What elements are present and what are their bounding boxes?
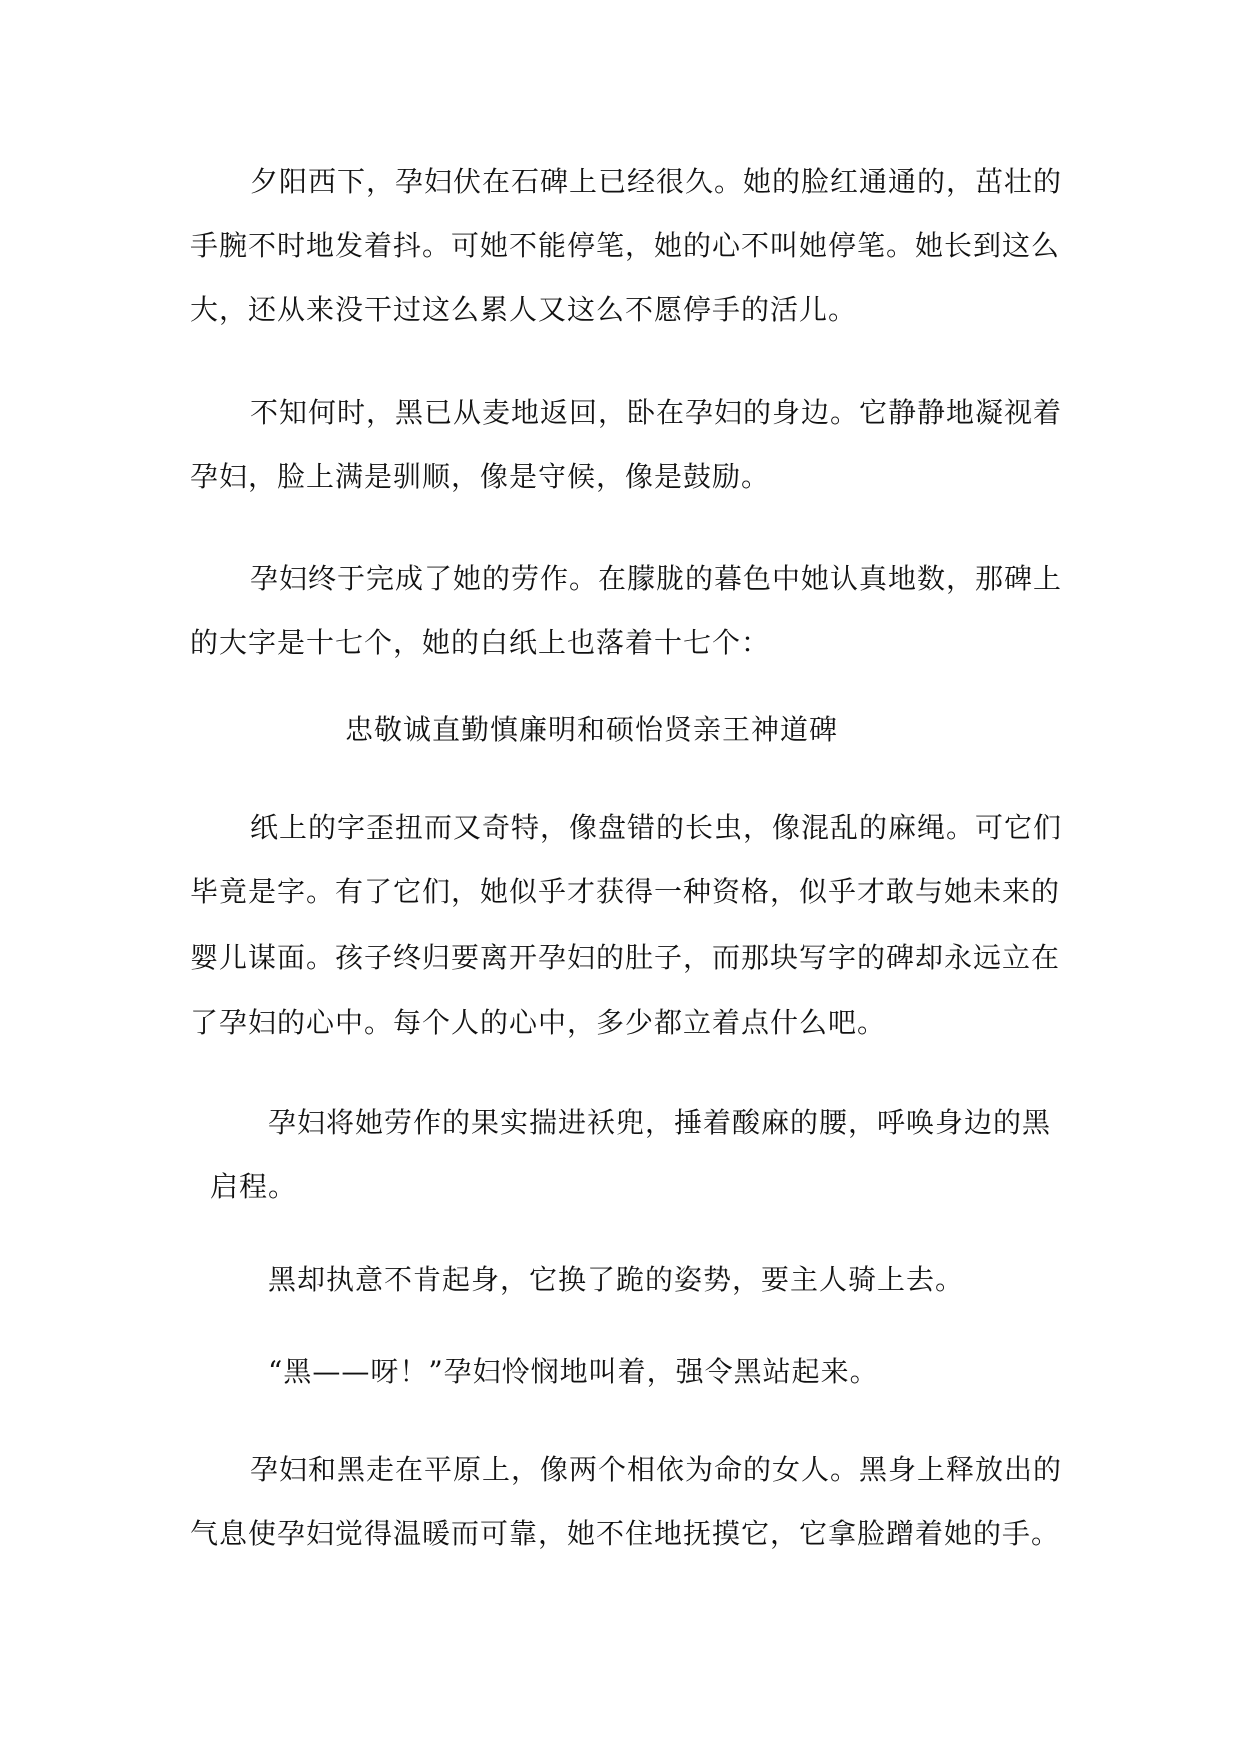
paragraph-4-line-4: 了孕妇的心中。每个人的心中，多少都立着点什么吧。 xyxy=(190,1006,887,1039)
paragraph-5-line-1: 孕妇将她劳作的果实揣进袄兜，捶着酸麻的腰，呼唤身边的黑 xyxy=(268,1106,1052,1139)
paragraph-8-line-1: 孕妇和黑走在平原上，像两个相依为命的女人。黑身上释放出的 xyxy=(250,1453,1063,1486)
paragraph-2-line-2: 孕妇，脸上满是驯顺，像是守候，像是鼓励。 xyxy=(190,460,771,493)
paragraph-5-line-2: 启程。 xyxy=(210,1170,298,1203)
paragraph-4-line-3: 婴儿谋面。孩子终归要离开孕妇的肚子，而那块写字的碑却永远立在 xyxy=(190,941,1061,974)
paragraph-8-line-2: 气息使孕妇觉得温暖而可靠，她不住地抚摸它，它拿脸蹭着她的手。 xyxy=(190,1517,1061,1550)
paragraph-3-line-2: 的大字是十七个，她的白纸上也落着十七个： xyxy=(190,626,771,659)
stele-inscription: 忠敬诚直勤慎廉明和硕怡贤亲王神道碑 xyxy=(345,713,839,746)
paragraph-6-line-1: 黑却执意不肯起身，它换了跪的姿势，要主人骑上去。 xyxy=(268,1263,965,1296)
paragraph-1-line-3: 大，还从来没干过这么累人又这么不愿停手的活儿。 xyxy=(190,293,858,326)
paragraph-2-line-1: 不知何时，黑已从麦地返回，卧在孕妇的身边。它静静地凝视着 xyxy=(250,396,1063,429)
paragraph-4-line-2: 毕竟是字。有了它们，她似乎才获得一种资格，似乎才敢与她未来的 xyxy=(190,875,1061,908)
paragraph-4-line-1: 纸上的字歪扭而又奇特，像盘错的长虫，像混乱的麻绳。可它们 xyxy=(250,811,1063,844)
paragraph-1-line-2: 手腕不时地发着抖。可她不能停笔，她的心不叫她停笔。她长到这么 xyxy=(190,229,1061,262)
paragraph-7-line-1: “黑——呀！”孕妇怜悯地叫着，强令黑站起来。 xyxy=(268,1355,879,1388)
paragraph-3-line-1: 孕妇终于完成了她的劳作。在朦胧的暮色中她认真地数，那碑上 xyxy=(250,562,1063,595)
paragraph-1-line-1: 夕阳西下，孕妇伏在石碑上已经很久。她的脸红通通的，茁壮的 xyxy=(250,165,1063,198)
